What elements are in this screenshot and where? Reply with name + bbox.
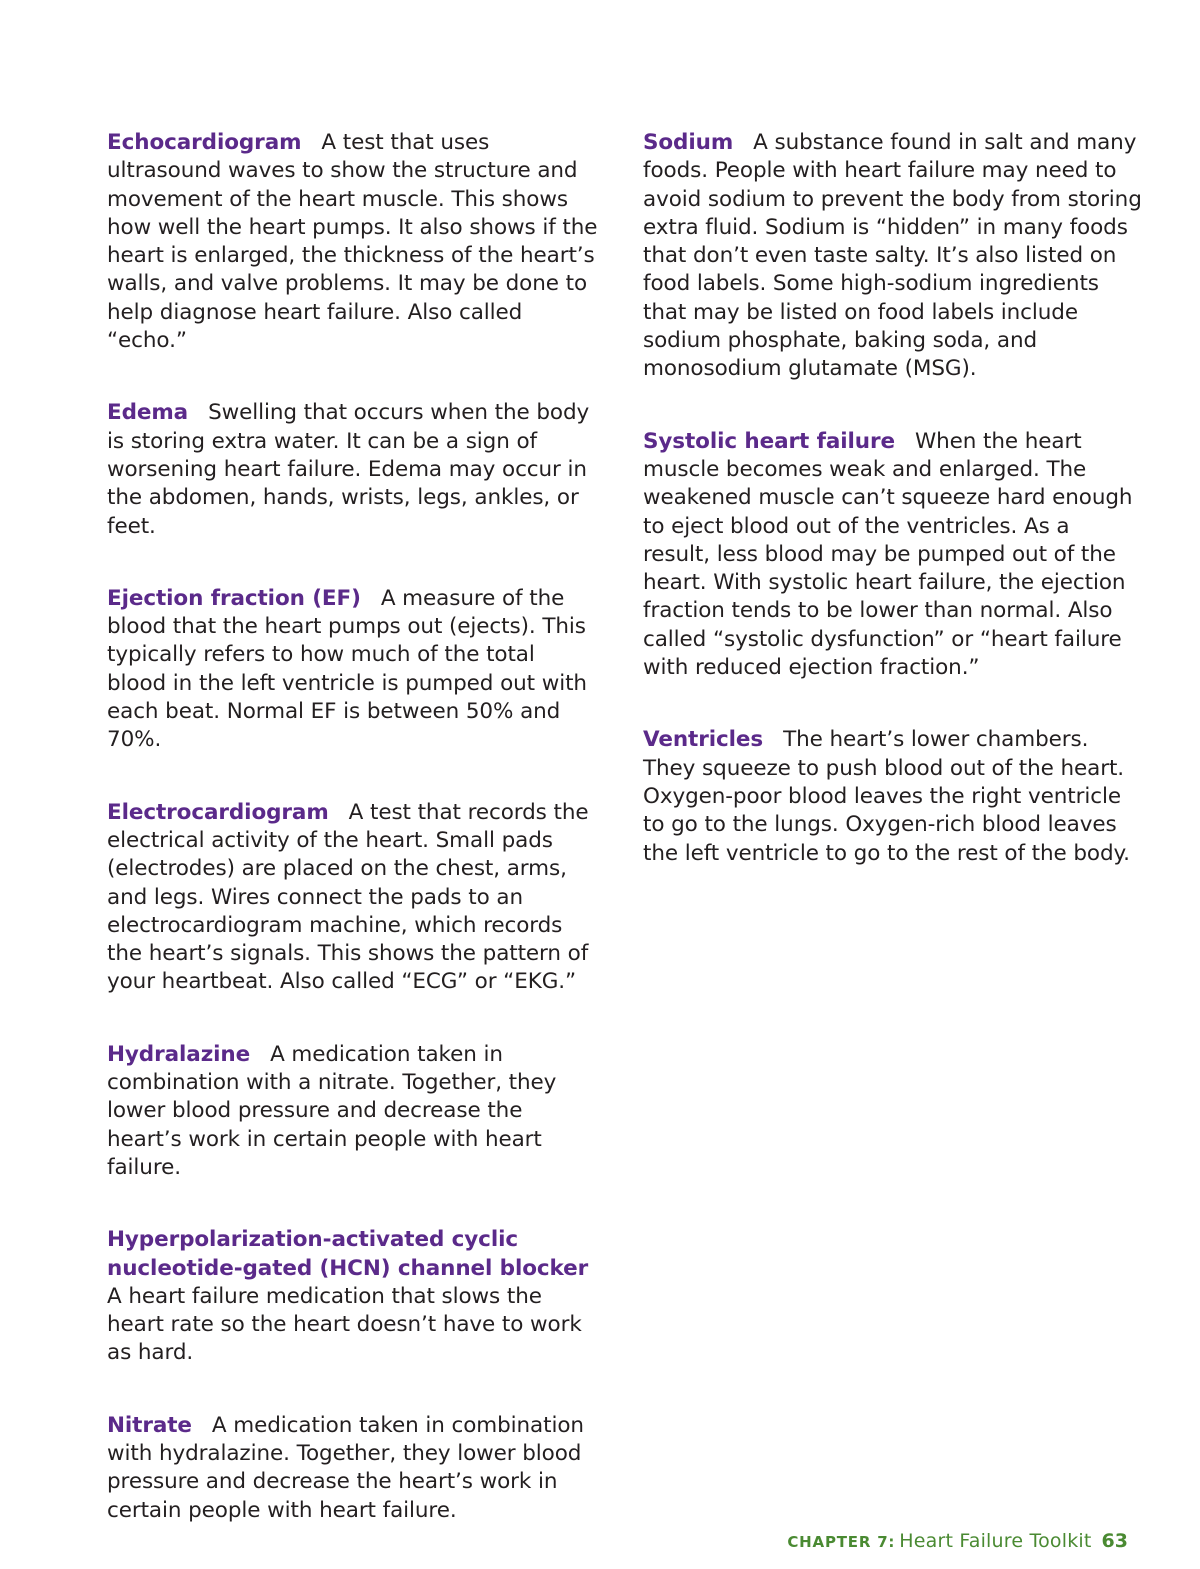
chapter-label: CHAPTER 7: bbox=[787, 1533, 896, 1551]
glossary-definition: A test that uses ultrasound waves to show the structure and movement of the heart muscle. This shows how well the heart pumps. It also shows if the heart is enlarged, the thickness of the heart’s walls, and valve problems. It may be done to help diagnose heart failure. Also called “echo.” bbox=[107, 130, 598, 354]
glossary-term: Hydralazine bbox=[107, 1041, 251, 1067]
glossary-definition: A medication taken in combination with hydralazine. Together, they lower blood pressure and decrease the heart’s work in certain people with heart failure. bbox=[107, 1412, 584, 1523]
glossary-entry-electrocardiogram bbox=[107, 799, 599, 997]
glossary-definition: The heart’s lower chambers. They squeeze to push blood out of the heart. Oxygen-poor blood leaves the right ventricle to go to the lungs. Oxygen-rich blood leaves the left ventricle to go to the rest of the body. bbox=[643, 727, 1130, 866]
glossary-definition: When the heart muscle becomes weak and enlarged. The weakened muscle can’t squeeze hard enough to eject blood out of the ventricles. As a result, less blood may be pumped out of the heart. With systolic heart failure, the ejection fraction tends to be lower than normal. Also called “systolic dysfunction” or “heart failure with reduced ejection fraction.” bbox=[643, 428, 1133, 681]
glossary-term: Systolic heart failure bbox=[643, 428, 895, 454]
glossary-definition: Swelling that occurs when the body is storing extra water. It can be a sign of worsening heart failure. Edema may occur in the abdomen, hands, wrists, legs, ankles, or feet. bbox=[107, 400, 590, 539]
book-title: Heart Failure Toolkit bbox=[899, 1530, 1092, 1552]
glossary-entry-ventricles bbox=[643, 726, 1143, 867]
glossary-term: Ejection fraction (EF) bbox=[107, 585, 361, 611]
glossary-term: Hyperpolarization-activated cyclic nucleotide-gated (HCN) channel blocker bbox=[107, 1227, 589, 1281]
glossary-entry-sodium bbox=[643, 129, 1143, 384]
glossary-entry-nitrate bbox=[107, 1412, 599, 1525]
glossary-left-column bbox=[107, 129, 599, 1569]
glossary-term: Edema bbox=[107, 400, 189, 426]
glossary-definition: A medication taken in combination with a nitrate. Together, they lower blood pressure and decrease the heart’s work in certain people with heart failure. bbox=[107, 1041, 557, 1180]
glossary-right-column bbox=[643, 129, 1143, 912]
glossary-definition: A test that records the electrical activity of the heart. Small pads (electrodes) are placed on the chest, arms, and legs. Wires connect the pads to an electrocardiogram machine, which records the heart’s signals. This shows the pattern of your heartbeat. Also called “ECG” or “EKG.” bbox=[107, 799, 589, 995]
glossary-entry-systolic-heart-failure bbox=[643, 428, 1143, 683]
glossary-entry-hcn-channel-blocker bbox=[107, 1226, 599, 1367]
glossary-term: Echocardiogram bbox=[107, 130, 302, 155]
glossary-term: Ventricles bbox=[643, 727, 764, 753]
glossary-entry-edema bbox=[107, 399, 599, 540]
glossary-entry-hydralazine bbox=[107, 1041, 599, 1182]
glossary-term: Nitrate bbox=[107, 1412, 192, 1438]
page-footer bbox=[787, 1527, 1128, 1556]
glossary-entry-echocardiogram bbox=[107, 129, 599, 355]
glossary-term: Sodium bbox=[643, 130, 734, 155]
glossary-entry-ejection-fraction bbox=[107, 585, 599, 755]
glossary-definition: A heart failure medication that slows the heart rate so the heart doesn’t have to work as hard. bbox=[107, 1283, 582, 1366]
glossary-term: Electrocardiogram bbox=[107, 799, 329, 825]
page-number: 63 bbox=[1101, 1530, 1128, 1552]
glossary-definition: A substance found in salt and many foods. People with heart failure may need to avoid sodium to prevent the body from storing extra fluid. Sodium is “hidden” in many foods that don’t even taste salty. It’s also listed on food labels. Some high-sodium ingredients that may be listed on food labels include sodium phosphate, baking soda, and monosodium glutamate (MSG). bbox=[643, 130, 1142, 382]
glossary-definition: A measure of the blood that the heart pumps out (ejects). This typically refers to how much of the total blood in the left ventricle is pumped out with each beat. Normal EF is between 50% and 70%. bbox=[107, 585, 587, 753]
